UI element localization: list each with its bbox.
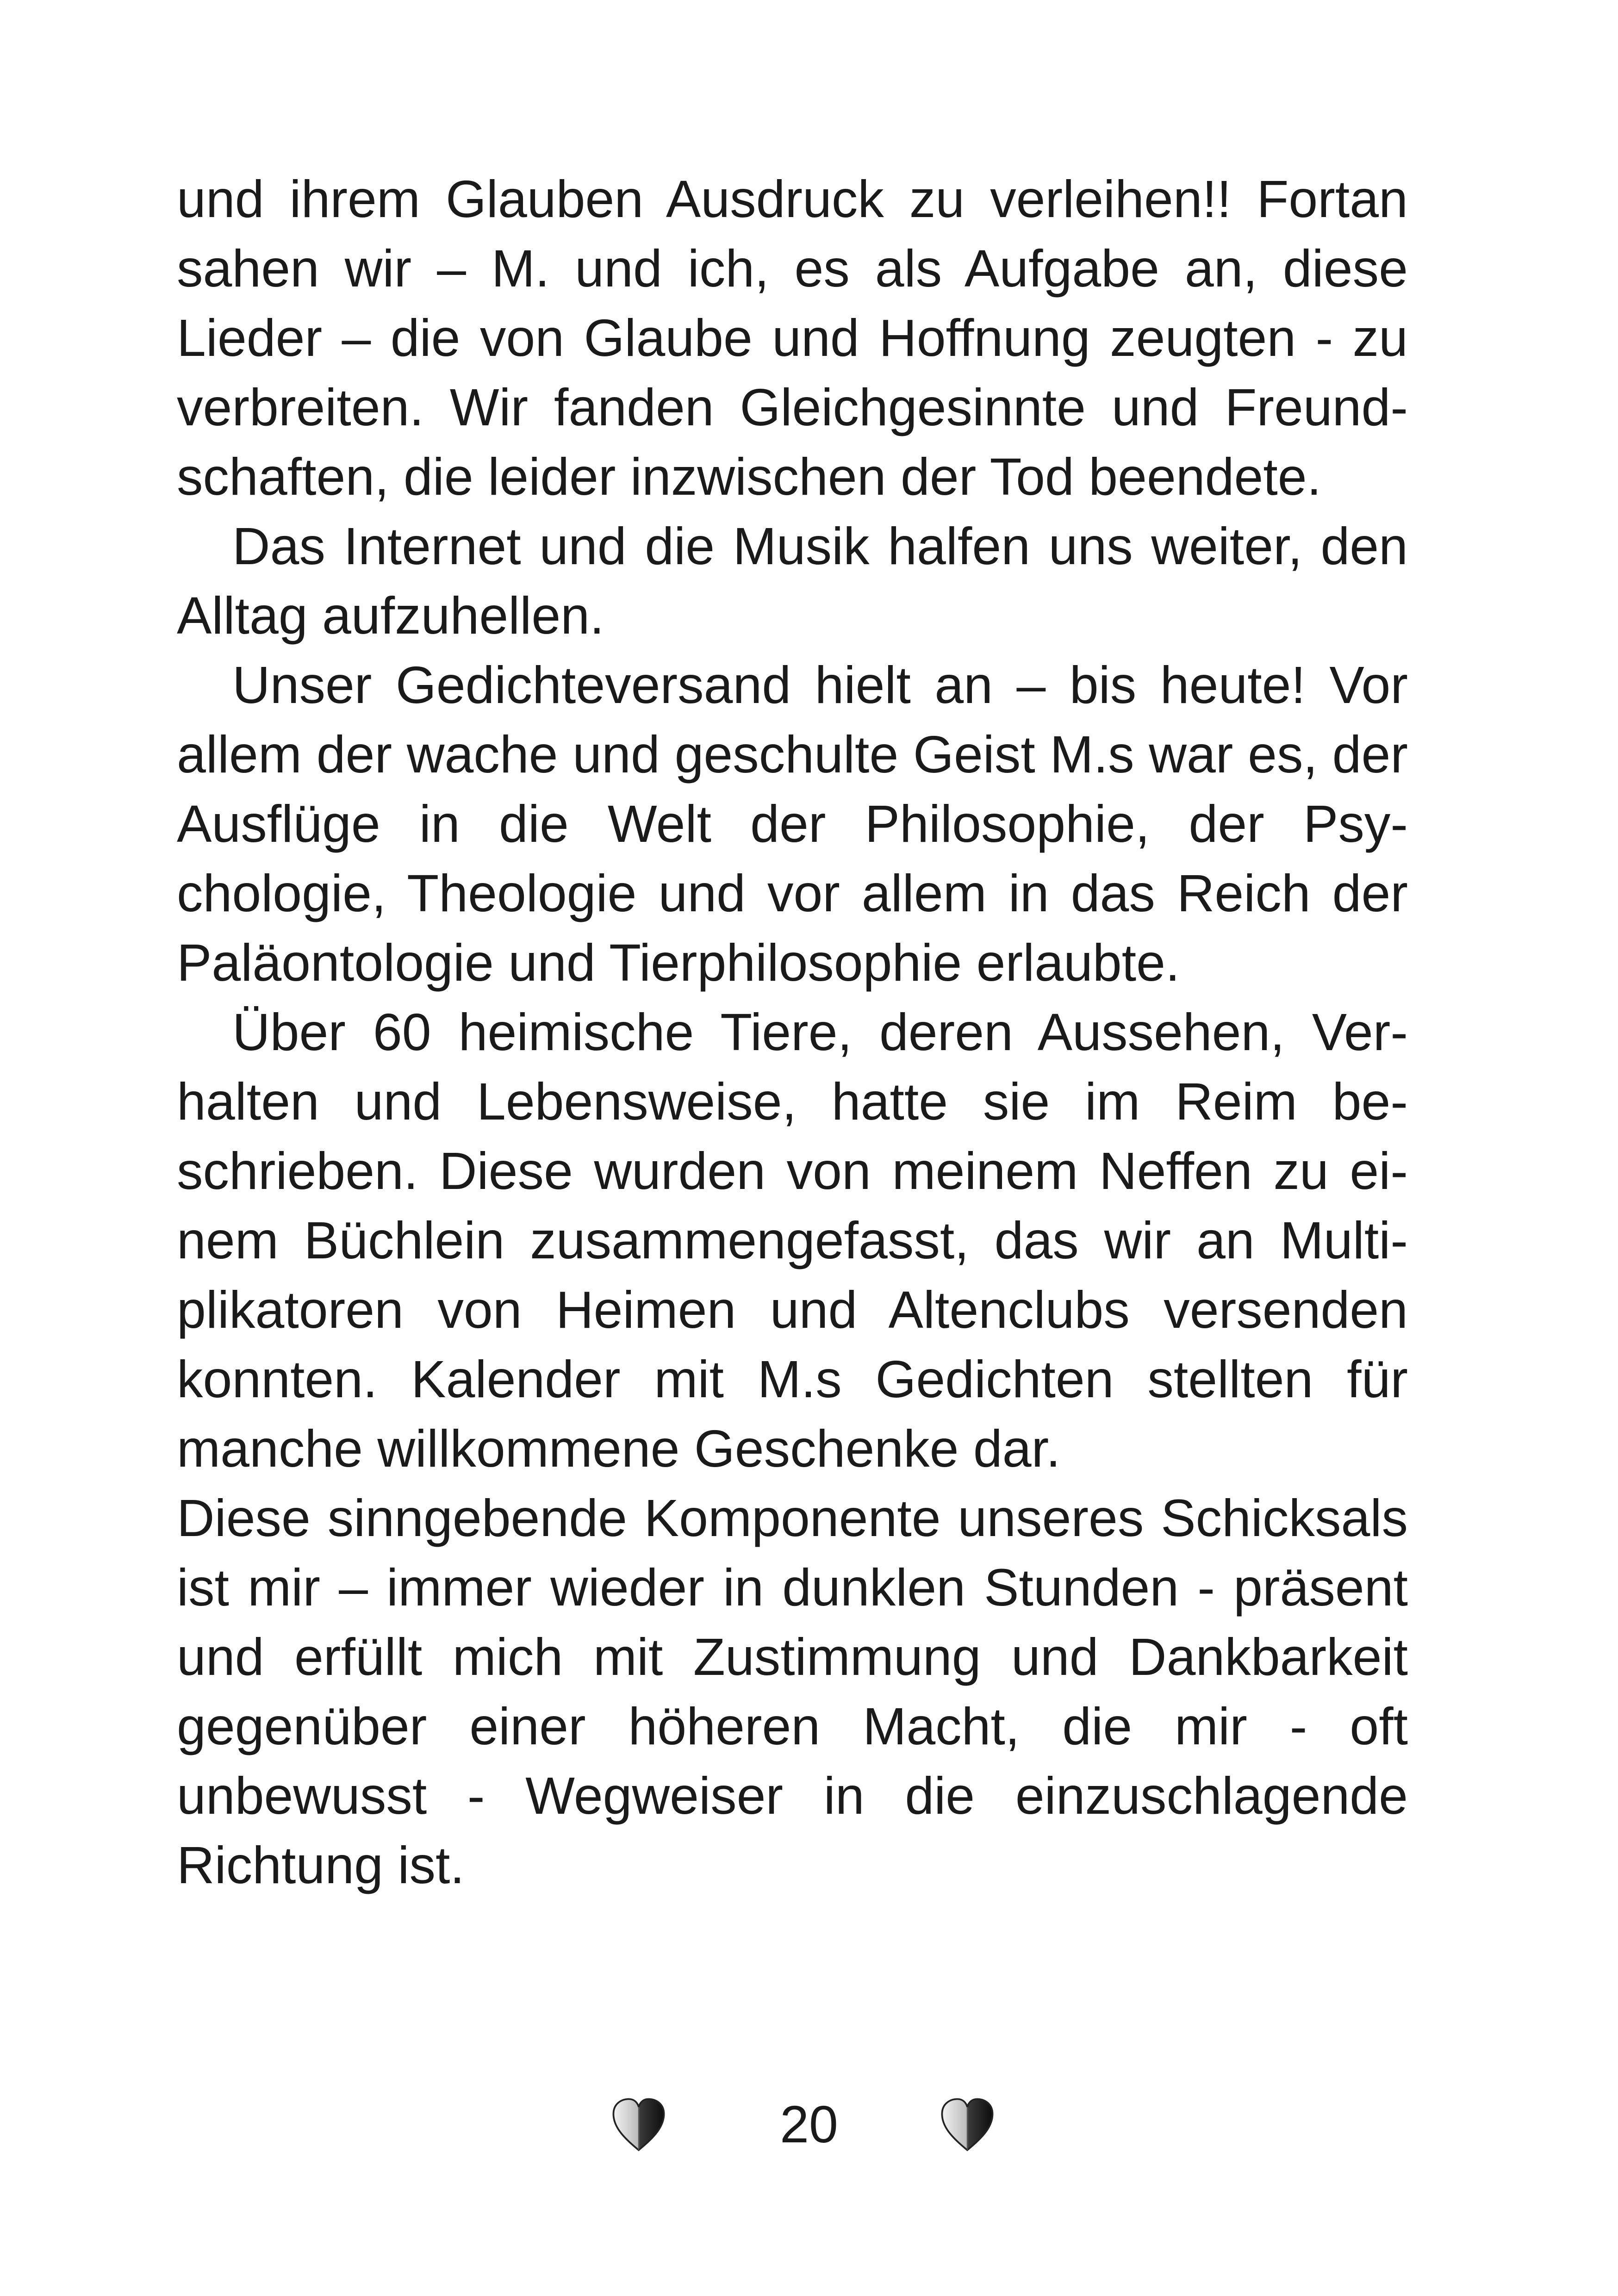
paragraph-1: und ihrem Glauben Ausdruck zu verleihen!! Fortan sahen wir – M. und ich, es als Aufgabe an, diese Lieder – die von Glaube und Hoffnung zeugten - zu verbreiten. Wir fanden Gleichgesinnte und Freundschaften, die leider inzwischen der Tod beendete.: [177, 170, 1408, 506]
paragraph-4: Über 60 heimische Tiere, deren Aussehen, Verhalten und Lebensweise, hatte sie im Reim beschrieben. Diese wurden von meinem Neffen zu einem Büchlein zusammengefasst, das wir an Multiplikatoren von Heimen und Altenclubs versenden konnten. Kalender mit M.s Gedichten stellten für manche willkommene Geschenke dar.: [177, 1003, 1408, 1478]
page-footer: [0, 2092, 1618, 2175]
paragraph-5: Diese sinngebende Komponente unseres Schicksals ist mir – immer wieder in dunklen Stunden - präsent und erfüllt mich mit Zustimmung und Dankbarkeit gegenüber einer höheren Macht, die mir - oft unbewusst - Wegweiser in die einzuschlagende Richtung ist.: [177, 1489, 1408, 1894]
heart-icon: [610, 2096, 667, 2153]
paragraph-2: Das Internet und die Musik halfen uns weiter, den Alltag aufzuhellen.: [177, 517, 1408, 645]
page-body: [177, 164, 1408, 1900]
heart-icon: [939, 2096, 996, 2153]
paragraph-3: Unser Gedichteversand hielt an – bis heute! Vor allem der wache und geschulte Geist M.s war es, der Ausflüge in die Welt der Philosophie, der Psychologie, Theologie und vor allem in das Reich der Paläontologie und Tierphilosophie erlaubte.: [177, 656, 1408, 992]
page-number: 20: [780, 2095, 838, 2153]
